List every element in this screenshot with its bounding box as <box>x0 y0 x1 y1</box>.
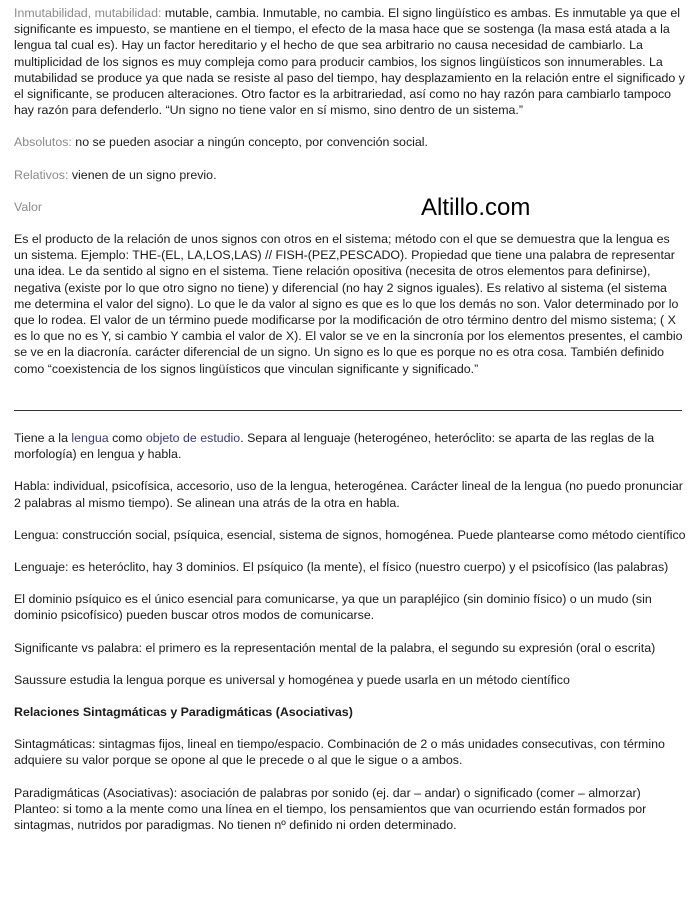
paragraph-absolutos <box>14 134 686 150</box>
term-label: Inmutabilidad, mutabilidad: <box>14 6 162 20</box>
paragraph-habla: Habla: individual, psicofísica, accesorio, uso de la lengua, heterogénea. Carácter lineal de la lengua (no puedo pronunciar 2 palabras al mismo tiempo). Se alinean una atrás de la otra en habla. <box>14 479 683 510</box>
text-run: como <box>108 431 146 445</box>
horizontal-divider <box>14 410 682 411</box>
paragraph-lengua: Lengua: construcción social, psíquica, esencial, sistema de signos, homogénea. Puede plantearse como método científico <box>14 527 686 542</box>
paragraph-paradigmaticas: Paradigmáticas (Asociativas): asociación de palabras por sonido (ej. dar – andar) o significado (comer – almorzar) Planteo: si tomo a la mente como una línea en el tiempo, los pensamientos que van ocurriendo están formados por sintagmas, nutridos por paradigmas. No tienen nº definido ni orden determinado. <box>14 785 647 833</box>
paragraph-significante: Significante vs palabra: el primero es la representación mental de la palabra, el segundo su expresión (oral o escrita) <box>14 640 656 655</box>
paragraph-inmutabilidad <box>14 5 686 118</box>
watermark: Altillo.com <box>421 194 531 221</box>
paragraph-text: vienen de un signo previo. <box>68 167 217 182</box>
paragraph-dominio: El dominio psíquico es el único esencial para comunicarse, ya que un parapléjico (sin dominio físico) o un mudo (sin dominio psicofísico) pueden buscar otros modos de comunicarse. <box>14 592 652 623</box>
term-label: Absolutos: <box>14 135 72 150</box>
valor-heading: Valor <box>14 199 43 214</box>
highlight-term: lengua <box>71 431 109 445</box>
paragraph-sintagmaticas: Sintagmáticas: sintagmas fijos, lineal en tiempo/espacio. Combinación de 2 o más unidades consecutivas, con término adquiere su valor porque se opone al que le precede o al que le sigue o a ambos. <box>14 737 665 768</box>
text-run: . Separa al lenguaje (heterogéneo, heteróclito: se aparta de las reglas de la morfología) en lengua y habla. <box>14 431 655 462</box>
paragraph-valor: Es el producto de la relación de unos signos con otros en el sistema; método con el que se demuestra que la lengua es un sistema. Ejemplo: THE-(EL, LA,LOS,LAS) // FISH-(PEZ,PESCADO). Propiedad que tiene una palabra de representar una idea. Le da sentido al signo en el sistema. Tiene relación opositiva (necesita de otros elementos para definirse), negativa (existe por lo que otro signo no tiene) y diferencial (no hay 2 signos iguales). Es relativo al sistema (el sistema me determina el valor del signo). Lo que le da valor al signo es que es lo que los demás no son. Valor determinado por lo que lo rodea. El valor de un término puede modificarse por la modificación de otro término dentro del mismo sistema; ( X es lo que no es Y, si cambio Y cambia el valor de X). El valor se ve en la sincronía por los elementos presentes, el cambio se ve en la diacronía. carácter diferencial de un signo. Un signo es lo que es porque no es otra cosa. También definido como “coexistencia de los signos lingüísticos que vinculan significante y significado.” <box>14 232 683 376</box>
document-body <box>14 5 686 377</box>
relaciones-heading: Relaciones Sintagmáticas y Paradigmáticas (Asociativas) <box>14 705 353 720</box>
paragraph-objeto <box>14 430 686 462</box>
paragraph-text: mutable, cambia. Inmutable, no cambia. El signo lingüístico es ambas. Es inmutable ya que el significante es impuesto, se mantiene en el tiempo, el efecto de la masa hace que se sostenga (la masa está atada a la lengua tal cual es). Hay un factor hereditario y el hecho de que sea arbitrario no causa necesidad de cambiarlo. La multiplicidad de los signos es muy compleja como para producir cambios, los signos lingüísticos son innumerables. La mutabilidad se produce ya que nada se resiste al paso del tiempo, hay desplazamiento en la relación entre el significado y el significante, se producen alteraciones. Otro factor es la arbitrariedad, así como no hay razón para cambiarlo tampoco hay razón para defenderlo. “Un signo no tiene valor en sí mismo, sino dentro de un sistema.” <box>14 6 685 118</box>
highlight-term: objeto de estudio <box>145 431 241 445</box>
paragraph-relativos <box>14 167 686 183</box>
term-label: Relativos: <box>14 167 69 182</box>
document-body-lower <box>14 430 686 849</box>
paragraph-saussure: Saussure estudia la lengua porque es universal y homogénea y puede usarla en un método científico <box>14 672 570 687</box>
text-run: Tiene a la <box>14 431 72 445</box>
paragraph-text: no se pueden asociar a ningún concepto, por convención social. <box>71 135 428 150</box>
paragraph-lenguaje: Lenguaje: es heteróclito, hay 3 dominios. El psíquico (la mente), el físico (nuestro cuerpo) y el psicofísico (las palabras) <box>14 560 669 575</box>
